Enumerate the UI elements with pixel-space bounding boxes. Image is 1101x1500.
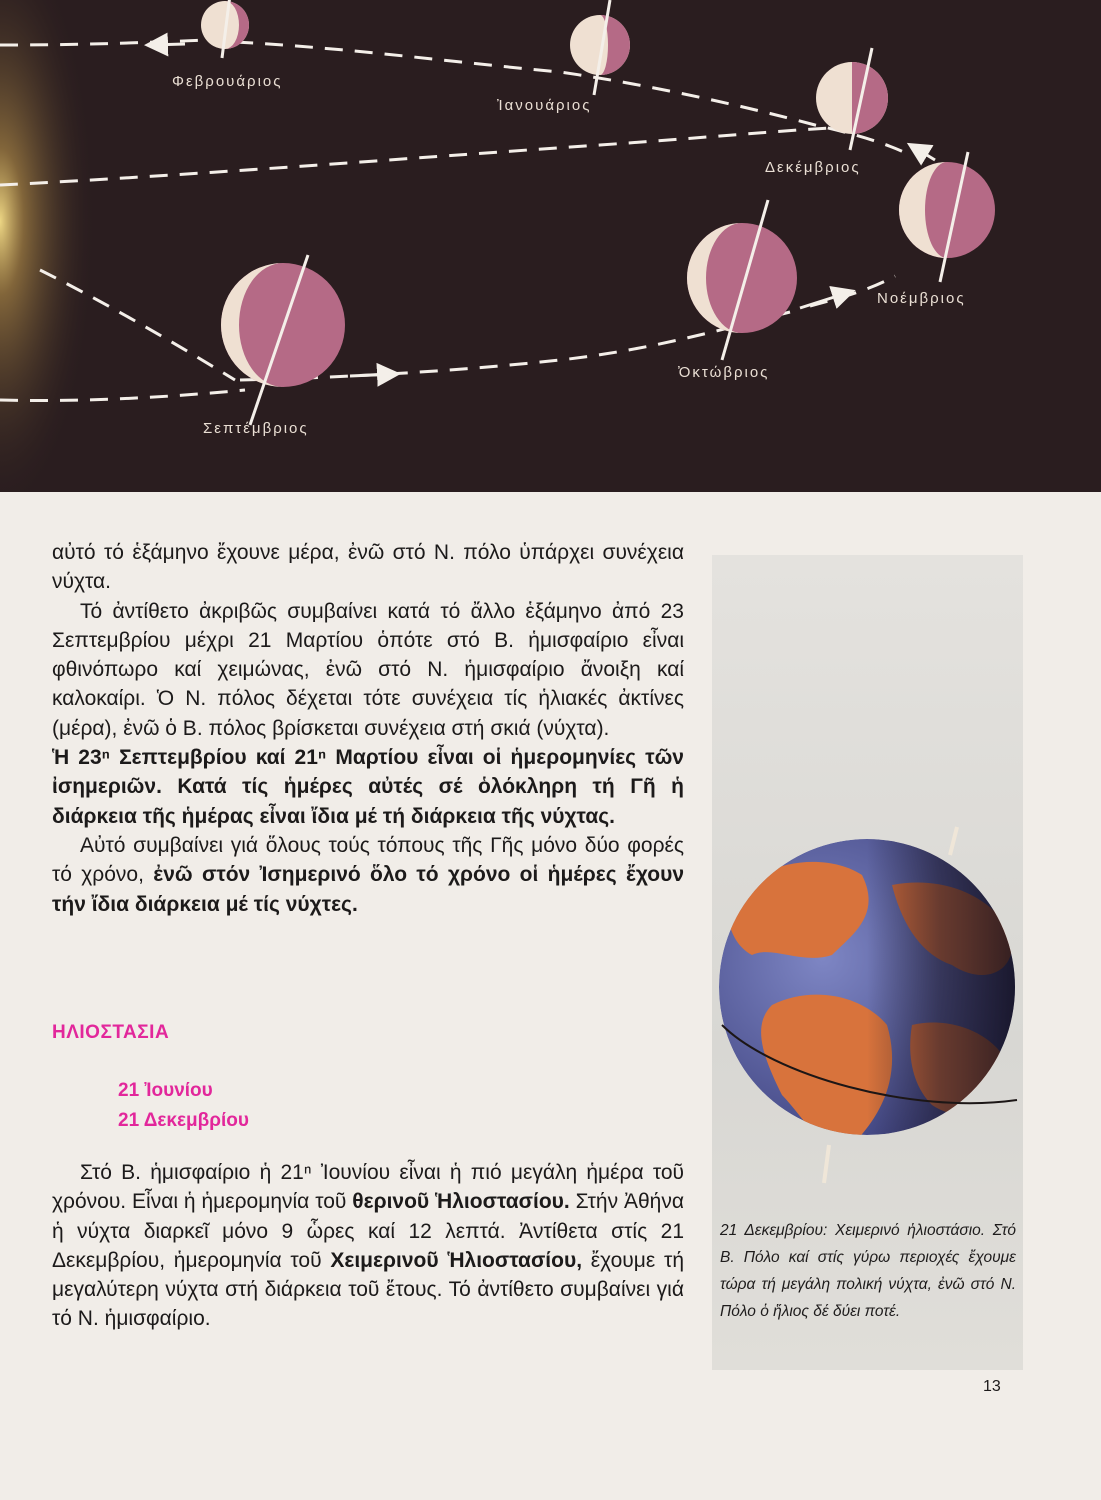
paragraph-4	[52, 831, 684, 919]
solstice-dates	[118, 1076, 249, 1136]
paragraph-2: Τό ἀντίθετο ἀκριβῶς συμβαίνει κατά τό ἄλλο ἑξάμηνο ἀπό 23 Σεπτεμβρίου μέχρι 21 Μαρτίου ὁπότε στό Β. ἡμισφαίριο εἶναι φθινόπωρο καί χειμώνας, ἐνῶ στό Ν. ἡμισφαίριο ἄνοιξη καί καλοκαίρι. Ὁ Ν. πόλος δέχεται τότε συνέχεια τίς ἡλιακές ἀκτίνες (μέρα), ἐνῶ ὁ Β. πόλος βρίσκεται συνέχεια στή σκιά (νύχτα).	[52, 599, 684, 740]
photo-caption: 21 Δεκεμβρίου: Χειμερινό ἡλιοστάσιο. Στό Β. Πόλο καί στίς γύρω περιοχές ἔχουμε τώρα τή μεγάλη πολική νύχτα, ἐνῶ στό Ν. Πόλο ὁ ἥλιος δέ δύει ποτέ.	[720, 1222, 1016, 1320]
paragraph-1: αὐτό τό ἑξάμηνο ἔχουνε μέρα, ἐνῶ στό Ν. πόλο ὑπάρχει συνέχεια νύχτα.	[52, 541, 684, 594]
solstice-text-1: Στό Β. ἡμισφαίριο ἡ 21ⁿ Ἰουνίου εἶναι ἡ πιό μεγάλη ἡμέρα τοῦ χρόνου. Εἶναι ἡ ἡμερομηνία τοῦ	[52, 1161, 684, 1214]
main-text	[52, 538, 684, 919]
globe	[719, 835, 1023, 1147]
month-label-november: Νοέμβριος	[877, 290, 966, 307]
solstice-text-5: ἔχουμε τή μεγαλύτερη νύχτα στή διάρκεια τοῦ ἔτους. Τό ἀντίθετο συμβαίνει γιά τό Ν. ἡμισφαίριο.	[52, 1248, 684, 1331]
globe-axis-bottom	[824, 1145, 829, 1183]
globe-axis-top	[950, 827, 957, 855]
paragraph-equinox: Ἡ 23ⁿ Σεπτεμβρίου καί 21ⁿ Μαρτίου εἶναι οἱ ἡμερομηνίες τῶν ἰσημεριῶν. Κατά τίς ἡμέρες αὐτές σέ ὁλόκληρη τή Γῆ ἡ διάρκεια τῆς ἡμέρας εἶναι ἴδια μέ τή διάρκεια τῆς νύχτας.	[52, 746, 684, 828]
month-label-january: Ἰανουάριος	[497, 97, 592, 114]
paragraph-4-normal: Αὐτό συμβαίνει γιά ὅλους τούς τόπους τῆς Γῆς μόνο δύο φορές τό χρόνο,	[52, 833, 684, 887]
summer-solstice-term: θερινοῦ Ἡλιοστασίου.	[352, 1190, 570, 1214]
solstice-date-june: 21 Ἰουνίου	[118, 1080, 213, 1101]
globe-figure	[712, 555, 1023, 1215]
month-label-september: Σεπτέμβριος	[203, 420, 309, 437]
page-number: 13	[983, 1378, 1001, 1395]
solstice-paragraph	[52, 1158, 684, 1334]
solstice-text-3: Στήν Ἀθήνα ἡ νύχτα διαρκεῖ μόνο 9 ὧρες καί 12 λεπτά. Ἀντίθετα στίς 21 Δεκεμβρίου, ἡμερομηνία τοῦ	[52, 1190, 684, 1272]
globe-photo-panel	[712, 555, 1023, 1370]
sun-glow	[0, 0, 160, 492]
solstice-date-december: 21 Δεκεμβρίου	[118, 1110, 249, 1131]
paragraph-4-bold: ἐνῶ στόν Ἰσημερινό ὅλο τό χρόνο οἱ ἡμέρες ἔχουν τήν ἴδια διάρκεια μέ τίς νύχτες.	[52, 863, 684, 916]
winter-solstice-term: Χειμερινοῦ Ἡλιοστασίου,	[330, 1248, 583, 1272]
orbit-illustration	[0, 0, 1101, 492]
month-label-december: Δεκέμβριος	[765, 159, 861, 176]
month-label-october: Ὀκτώβριος	[678, 364, 770, 381]
month-label-february: Φεβρουάριος	[172, 73, 283, 90]
solstice-heading: ΗΛΙΟΣΤΑΣΙΑ	[52, 1022, 170, 1043]
solstice-text	[52, 1158, 684, 1334]
